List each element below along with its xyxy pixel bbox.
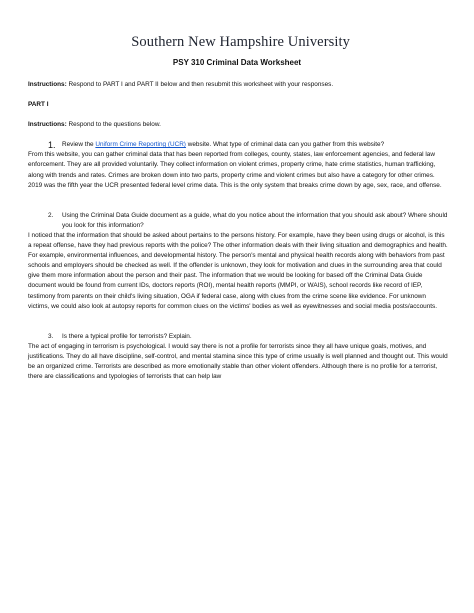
question-number: 2. bbox=[48, 211, 54, 219]
part-instructions-text: Respond to the questions below. bbox=[66, 121, 161, 129]
document-body bbox=[28, 80, 448, 382]
part-label: PART I bbox=[28, 101, 49, 109]
answer-1: From this website, you can gather criminal data that has been reported from colleges, county, states, law enforcement agencies, and federal law enforcement. They are all provided voluntarily. They collect information on violent crimes, property crime, hate crime statistics, human trafficking, along with trends and rates. Crimes are broken down into two parts, property crime and violent crimes but also have a category for other crimes. 2019 was the fifth year the UCR presented federal level crime data. This is the only system that breaks crime down by age, sex, race, and offense. bbox=[28, 151, 442, 189]
part-heading bbox=[28, 100, 448, 110]
question-text: Using the Criminal Data Guide document as a guide, what do you notice about the information that you should ask about? Where should you look for this information? bbox=[62, 211, 448, 229]
question-number: 1. bbox=[48, 140, 56, 151]
question-prefix: Review the bbox=[62, 141, 96, 149]
instructions-text: Respond to PART I and PART II below and then resubmit this worksheet with your responses. bbox=[66, 81, 334, 88]
question-3 bbox=[28, 332, 448, 342]
part-instructions bbox=[28, 120, 448, 130]
answer-3: The act of engaging in terrorism is psychological. I would say there is not a profile for terrorists since they all have unique goals, motives, and justifications. They do all have discipline, self-control, and mental stamina since this type of crime usually is well planned and thought out. This would be an organized crime. Terrorists are described as more emotionally stable than other violent offenders. Although there is no profile for a terrorist, there are classifications and typologies of terrorists that can help law bbox=[28, 342, 448, 381]
instructions-paragraph bbox=[28, 80, 448, 90]
worksheet-title: PSY 310 Criminal Data Worksheet bbox=[172, 58, 302, 67]
university-logo: Southern New Hampshire University bbox=[131, 34, 350, 50]
ucr-link[interactable]: Uniform Crime Reporting (UCR) bbox=[95, 141, 186, 149]
question-2 bbox=[28, 211, 448, 231]
question-suffix: website. What type of criminal data can you gather from this website? bbox=[185, 141, 385, 149]
question-text bbox=[62, 140, 448, 150]
part-instructions-label: Instructions: bbox=[28, 121, 67, 129]
answer-2: I noticed that the information that should be asked about pertains to the persons history. For example, have they been using drugs or alcohol, is this a repeat offense, have they had previous reports with the police? The other information deals with their living situation and demographics and health. For example, environmental influences, and developmental history. The person's mental and physical health records along with behaviors from past schools and employers should be checked as well. If the offender is unknown, they look for motivation and clues in the surrounding area that could give them more information about the person and their past. The information that we would be looking for based off the Criminal Data Guide document would be found from current IDs, doctors reports (ROI), mental health reports (MMPI, or WAIS), school records like record of IEP, testimony from parents on their child's living situation, OGA if federal case, along with clues from the crime scene like evidence. For unknown victims, we could also look at autopsy reports for common clues on the victims' bodies as well as eyewitnesses and social media posts/accounts. bbox=[28, 231, 448, 310]
question-number: 3. bbox=[48, 332, 54, 340]
question-text: Is there a typical profile for terrorists? Explain. bbox=[62, 332, 192, 340]
instructions-label: Instructions: bbox=[28, 81, 67, 88]
question-1 bbox=[28, 140, 448, 150]
